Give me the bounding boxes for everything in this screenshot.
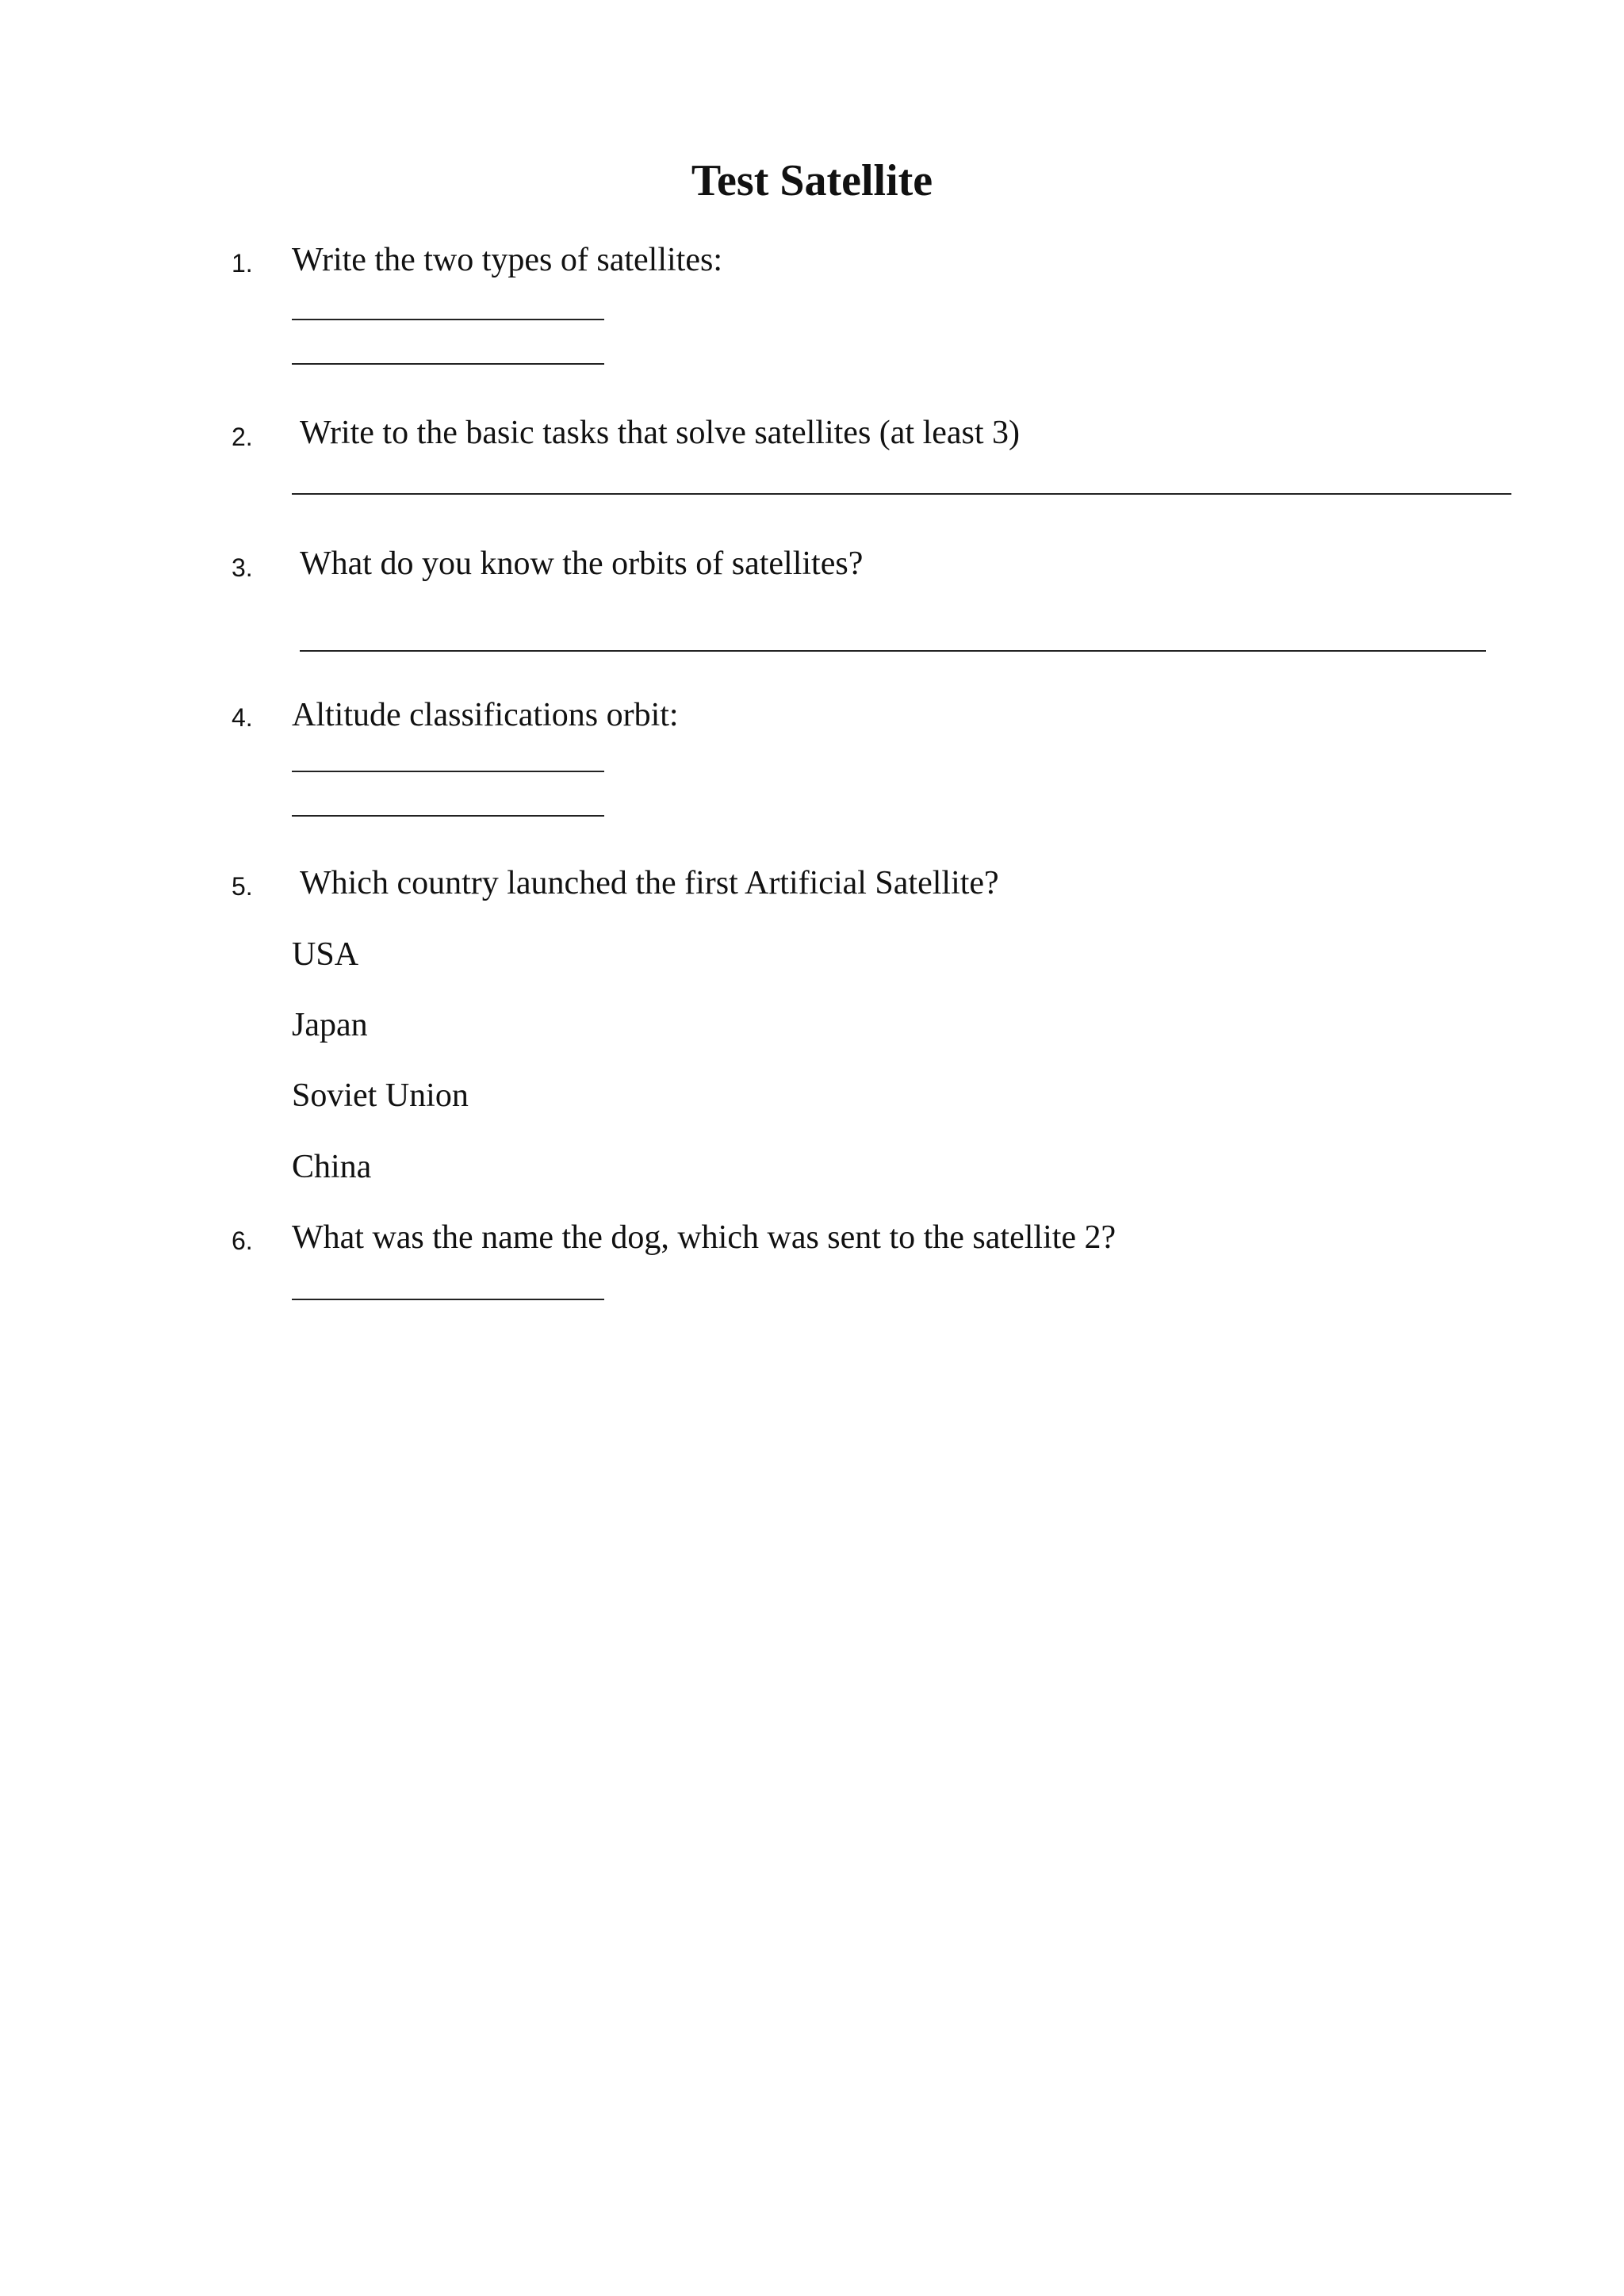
- answer-line[interactable]: [292, 319, 604, 320]
- answer-line[interactable]: [292, 493, 1511, 495]
- question-number: 1.: [232, 249, 253, 277]
- question-number: 5.: [232, 872, 253, 901]
- answer-option-soviet-union[interactable]: Soviet Union: [292, 1077, 469, 1114]
- question-number: 3.: [232, 553, 253, 582]
- answer-option-usa[interactable]: USA: [292, 936, 359, 973]
- question-text: What do you know the orbits of satellites?: [300, 545, 864, 582]
- question-text: Which country launched the first Artificial Satellite?: [300, 865, 999, 901]
- question-text: Altitude classifications orbit:: [292, 697, 679, 733]
- answer-line[interactable]: [300, 650, 1486, 652]
- question-number: 6.: [232, 1226, 253, 1255]
- answer-line[interactable]: [292, 1299, 604, 1300]
- answer-option-japan[interactable]: Japan: [292, 1007, 368, 1043]
- answer-line[interactable]: [292, 363, 604, 365]
- answer-line[interactable]: [292, 771, 604, 772]
- question-number: 4.: [232, 703, 253, 732]
- question-text: What was the name the dog, which was sent to the satellite 2?: [292, 1219, 1116, 1256]
- question-text: Write the two types of satellites:: [292, 242, 723, 278]
- answer-option-china[interactable]: China: [292, 1149, 372, 1185]
- page-title: Test Satellite: [691, 156, 933, 205]
- answer-line[interactable]: [292, 815, 604, 817]
- question-text: Write to the basic tasks that solve satellites (at least 3): [300, 415, 1021, 451]
- question-number: 2.: [232, 423, 253, 451]
